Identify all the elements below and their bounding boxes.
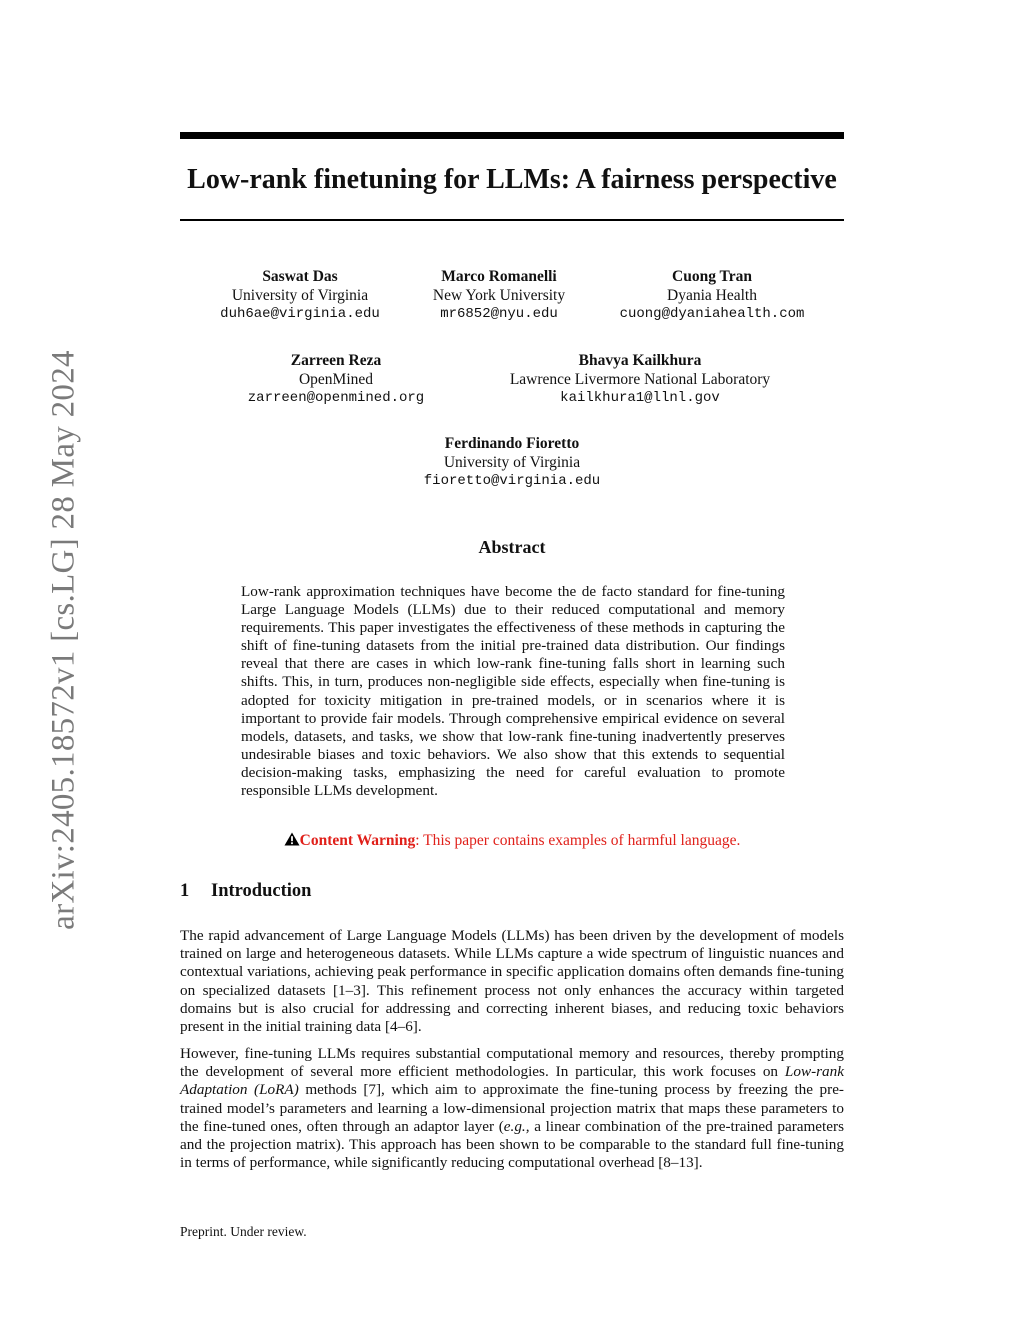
author-block: [379, 268, 619, 324]
emphasis-lora: Low-rank Adaptation (LoRA): [180, 1063, 844, 1099]
intro-paragraph-2: [180, 1045, 844, 1172]
author-email[interactable]: mr6852@nyu.edu: [440, 306, 558, 322]
author-affiliation: Lawrence Livermore National Laboratory: [509, 370, 771, 388]
intro-paragraph-1: The rapid advancement of Large Language Models (LLMs) has been driven by the development of models trained on large and heterogeneous datasets. While LLMs capture a wide spectrum of linguistic nuances and contextual variations, achieving peak performance in specific application domains often demands fine-tuning on specialized datasets [1–3]. This refinement process not only enhances the accuracy within targeted domains but is also crucial for addressing and correcting inherent biases, and reducing toxic behaviors present in the initial training data [4–6].: [180, 927, 844, 1036]
author-block: [475, 352, 805, 408]
section-number: 1: [180, 881, 190, 901]
author-email[interactable]: zarreen@openmined.org: [247, 390, 425, 406]
content-warning-text: : This paper contains examples of harmful language.: [415, 832, 741, 849]
content-warning: [180, 832, 844, 850]
author-name: Bhavya Kailkhura: [578, 352, 702, 369]
author-block: [216, 352, 456, 408]
author-block: [392, 435, 632, 491]
author-name: Ferdinando Fioretto: [444, 435, 580, 452]
footer-note: Preprint. Under review.: [180, 1224, 307, 1239]
author-name: Cuong Tran: [672, 268, 752, 285]
author-affiliation: University of Virginia: [443, 453, 581, 471]
author-email[interactable]: cuong@dyaniahealth.com: [619, 306, 805, 322]
author-name: Saswat Das: [262, 268, 338, 285]
paragraph-text: However, fine-tuning LLMs requires substantial computational memory and resources, thereby prompting the development of several more efficient methodologies. In particular, this work focuses on: [180, 1045, 844, 1081]
abstract-heading: Abstract: [478, 537, 546, 557]
author-email[interactable]: kailkhura1@llnl.gov: [560, 390, 720, 406]
author-block: [592, 268, 832, 324]
warning-triangle-icon: [284, 832, 300, 846]
author-affiliation: University of Virginia: [231, 286, 369, 304]
author-email[interactable]: duh6ae@virginia.edu: [220, 306, 380, 322]
abstract-text: Low-rank approximation techniques have become the de facto standard for fine-tuning Large Language Models (LLMs) due to their reduced computational and memory requirements. This paper investigates the effectiveness of these methods in capturing the shift of fine-tuning datasets from the initial pre-trained data distribution. Our findings reveal that there are cases in which low-rank fine-tuning falls short in learning such shifts. This, in turn, produces non-negligible side effects, especially when fine-tuning is adopted for toxicity mitigation in pre-trained models, or in scenarios where it is important to provide fair models. Through comprehensive empirical evidence on several models, datasets, and tasks, we show that low-rank fine-tuning inadvertently preserves undesirable biases and toxic behaviors. We also show that this extends to sequential decision-making tasks, emphasizing the need for careful evaluation to promote responsible LLMs development.: [241, 583, 785, 800]
section-heading-introduction: [180, 881, 311, 902]
title-top-rule: [180, 132, 844, 139]
content-warning-label: Content Warning: [299, 832, 416, 849]
author-affiliation: Dyania Health: [667, 286, 757, 304]
section-title: Introduction: [211, 881, 312, 901]
author-affiliation: New York University: [432, 286, 566, 304]
paragraph-text: methods [7], which aim to approximate the fine-tuning process by freezing the pre-trained model’s parameters and learning a low-dimensional projection matrix that maps these parameters to the fine-tuned ones, often through an adaptor layer (: [180, 1081, 844, 1135]
author-name: Marco Romanelli: [441, 268, 557, 285]
author-name: Zarreen Reza: [290, 352, 382, 369]
paper-title: Low-rank finetuning for LLMs: A fairness perspective: [187, 164, 837, 195]
paragraph-text: a linear combination of the pre-trained parameters and the projection matrix). This approach has been shown to be comparable to the standard full fine-tuning in terms of performance, while significantly reducing computational overhead [8–13].: [180, 1117, 844, 1172]
emphasis-eg: e.g.,: [503, 1117, 530, 1135]
author-email[interactable]: fioretto@virginia.edu: [423, 473, 601, 489]
arxiv-identifier: arXiv:2405.18572v1 [cs.LG] 28 May 2024: [45, 350, 82, 930]
author-affiliation: OpenMined: [298, 370, 374, 388]
title-bottom-rule: [180, 219, 844, 221]
